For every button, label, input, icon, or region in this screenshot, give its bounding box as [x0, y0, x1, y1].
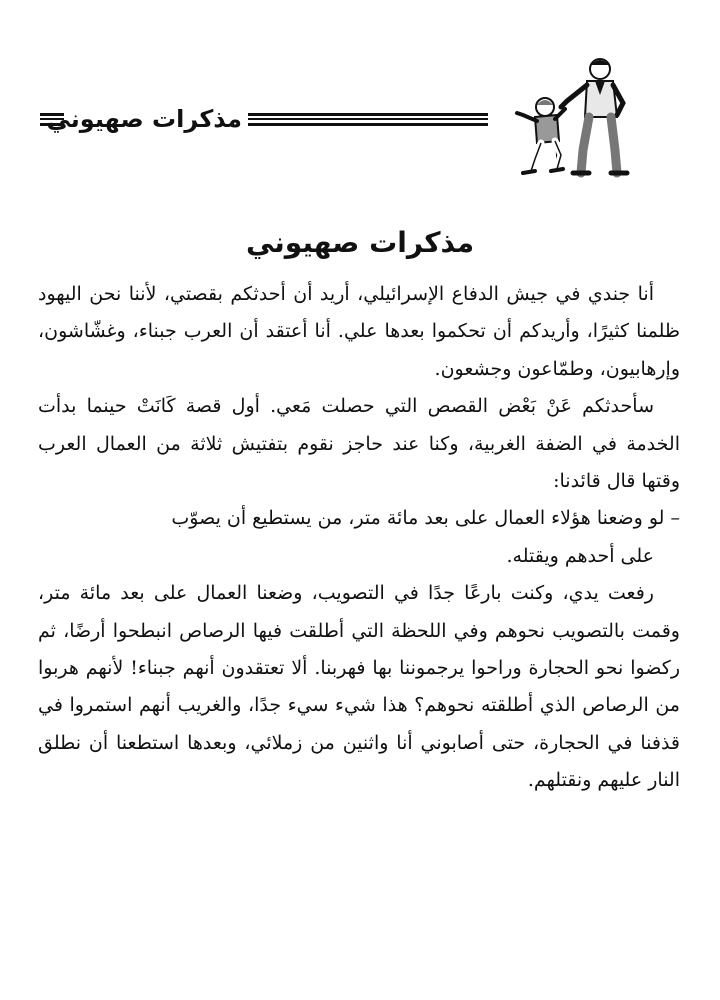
dialogue-line-continuation: على أحدهم ويقتله. — [506, 544, 654, 567]
paragraph-1: أنا جندي في جيش الدفاع الإسرائيلي، أريد أن أحدثكم بقصتي، لأننا نحن اليهود ظلمنا كثيرًا، وأريدكم أن تحكموا بعدها علي. أنا أعتقد أن العرب جبناء، وغشّاشون، وإرهابيون، وطمّاعون وجشعون. — [38, 283, 680, 380]
paragraph-2: سأحدثكم عَنْ بَعْض القصص التي حصلت مَعي. أول قصة كَانَتْ حينما بدأت الخدمة في الضفة الغربية، وكنا عند حاجز نقوم بتفتيش ثلاثة من العمال العرب وقتها قال قائدنا: — [38, 395, 680, 493]
dialogue-line: – لو وضعنا هؤلاء العمال على بعد مائة متر، من يستطيع أن يصوّب — [171, 507, 680, 530]
page-title: مذكرات صهيوني — [245, 226, 475, 259]
document-body — [38, 276, 680, 800]
paragraph-3: رفعت يدي، وكنت بارعًا جدًا في التصويب، وضعنا العمال على بعد مائة متر، وقمت بالتصويب نحوهم وفي اللحظة التي أطلقت فيها الرصاص انبطحوا أرضًا، ثم ركضوا نحو الحجارة وراحوا يرجموننا بها فهربنا. ألا تعتقدون أنهم جبناء! لأنهم هربوا من الرصاص الذي أطلقته نحوهم؟ هذا شيء سيء جدًا، والغريب أنهم استمروا في قذفنا في الحجارة، حتى أصابوني أنا واثنين من زملائي، وبعدها استطعنا أن نطلق النار عليهم ونقتلهم. — [38, 582, 680, 792]
header-title: مذكرات صهيوني — [46, 105, 242, 133]
header-rule-right — [248, 113, 488, 126]
father-child-illustration — [505, 55, 660, 185]
page-header — [0, 55, 720, 195]
